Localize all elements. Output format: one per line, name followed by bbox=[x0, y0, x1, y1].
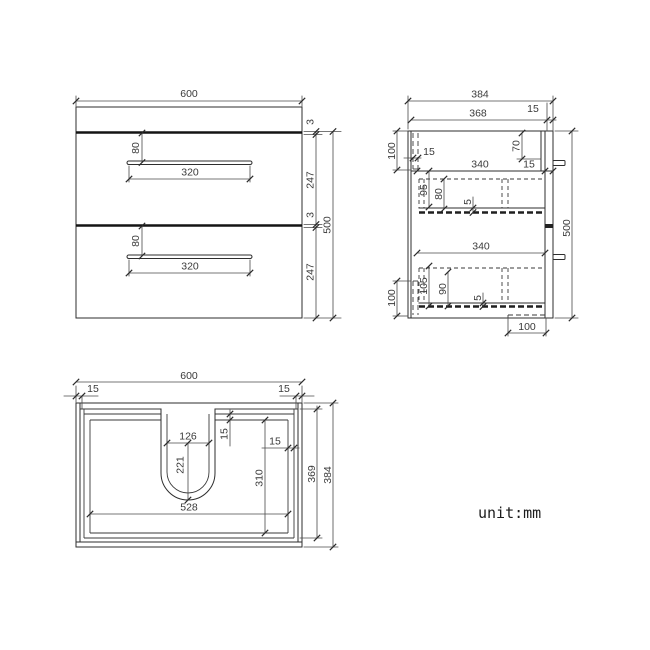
dim-side-drawer2-gap: 5 bbox=[472, 295, 484, 301]
dim-front-handle2-length: 320 bbox=[181, 260, 199, 273]
drawer1-handle bbox=[127, 161, 252, 165]
dim-front-width: 600 bbox=[180, 88, 198, 100]
dim-side-drawer1-side: 95 bbox=[418, 184, 430, 196]
dim-top-back-gap: 15 bbox=[218, 428, 231, 440]
dim-side-drawer1-front-gap: 15 bbox=[523, 158, 535, 171]
drawer1-handle-side bbox=[553, 161, 565, 166]
dim-side-drawer2-side: 105 bbox=[418, 277, 430, 295]
dim-front-mid-gap: 3 bbox=[304, 212, 317, 218]
dim-side-drawer1-gap: 5 bbox=[462, 199, 474, 205]
dim-top-width: 600 bbox=[180, 370, 198, 382]
unit-label: unit:mm bbox=[478, 504, 542, 522]
dim-top-inner-depth: 369 bbox=[306, 465, 318, 483]
dim-front-top-gap: 3 bbox=[304, 119, 317, 125]
dim-top-depth: 384 bbox=[322, 466, 334, 484]
drawer2-handle bbox=[127, 255, 252, 259]
dim-side-back-rail: 15 bbox=[423, 146, 435, 158]
dim-side-basin-front: 70 bbox=[510, 140, 523, 152]
top-view bbox=[64, 370, 338, 550]
dim-side-notch: 100 bbox=[518, 321, 536, 333]
dim-side-height: 500 bbox=[561, 219, 573, 237]
top-view-outline bbox=[76, 403, 302, 547]
front-view bbox=[73, 88, 341, 321]
dim-top-right-depth: 310 bbox=[253, 469, 266, 487]
dim-top-wall: 15 bbox=[269, 435, 281, 448]
dim-side-depth: 384 bbox=[471, 88, 489, 101]
dim-side-drawer1-box: 80 bbox=[433, 188, 445, 200]
dim-side-front-overhang: 15 bbox=[527, 103, 539, 115]
dim-top-slot-width: 126 bbox=[179, 430, 197, 443]
front-view-outline bbox=[76, 107, 302, 318]
dim-side-drawer1-depth: 340 bbox=[471, 158, 489, 171]
dim-side-drawer2-depth: 340 bbox=[472, 240, 490, 253]
drawer2-handle-side bbox=[553, 255, 565, 260]
dim-front-drawer2-height: 247 bbox=[304, 263, 317, 281]
dim-front-handle2-offset: 80 bbox=[130, 235, 142, 247]
dim-front-handle1-offset: 80 bbox=[130, 142, 142, 154]
dim-top-right-overhang: 15 bbox=[278, 383, 290, 395]
dim-front-height: 500 bbox=[321, 216, 334, 234]
dim-side-drawer2-box: 90 bbox=[437, 283, 449, 295]
side-view bbox=[386, 89, 578, 337]
dim-side-bottom-rail: 100 bbox=[386, 289, 398, 307]
dim-top-left-overhang: 15 bbox=[87, 383, 99, 395]
dim-front-handle1-length: 320 bbox=[181, 166, 199, 179]
dim-top-inner-width: 528 bbox=[180, 501, 198, 514]
drawer-gap-mark bbox=[545, 224, 553, 228]
dim-front-drawer1-height: 247 bbox=[304, 171, 317, 189]
dim-side-top-height: 100 bbox=[386, 142, 398, 160]
dim-top-slot-depth: 221 bbox=[174, 456, 187, 474]
dim-side-inner-depth: 368 bbox=[469, 107, 487, 120]
